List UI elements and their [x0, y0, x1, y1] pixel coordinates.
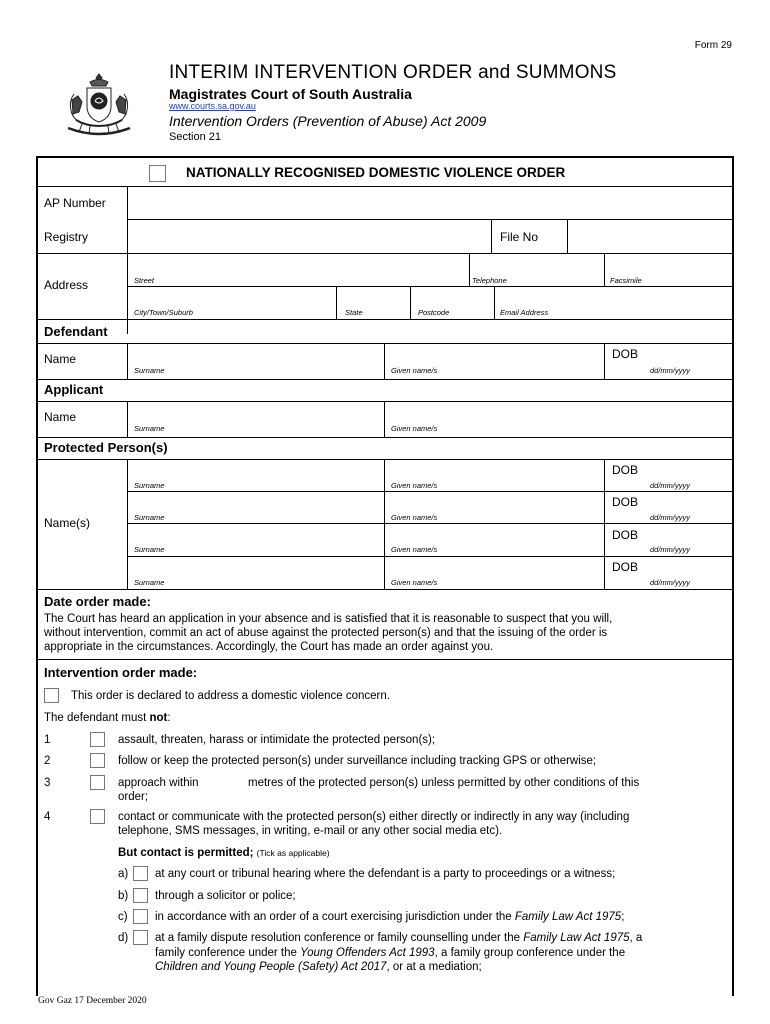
coat-of-arms-logo: [62, 70, 136, 138]
contact-permitted-heading: But contact is permitted; (Tick as applicable): [118, 847, 330, 859]
permitted-b-text: through a solicitor or police;: [155, 890, 296, 902]
ap-number-input[interactable]: [127, 186, 732, 220]
protected-surname-field[interactable]: Surname: [134, 481, 165, 490]
protected-names-label: Name(s): [44, 516, 91, 530]
act-name: Intervention Orders (Prevention of Abuse) Act 2009: [169, 113, 487, 129]
permitted-d-text-line-3: Children and Young People (Safety) Act 2017, or at a mediation;: [155, 961, 482, 973]
permitted-c-text: in accordance with an order of a court exercising jurisdiction under the Family Law Act 1975;: [155, 911, 625, 923]
protected-surname-field[interactable]: Surname: [134, 578, 165, 587]
city-field[interactable]: City/Town/Suburb: [134, 308, 193, 317]
protected-dob-label: DOB: [612, 463, 639, 477]
date-order-text-line-3: appropriate in the circumstances. Accordingly, the Court has made an order against you.: [44, 641, 494, 653]
sub-letter: a): [118, 868, 129, 880]
email-field[interactable]: Email Address: [500, 308, 549, 317]
condition-3-text-a: approach within: [118, 777, 199, 789]
form-title: INTERIM INTERVENTION ORDER and SUMMONS: [169, 62, 617, 83]
form-frame: [36, 156, 734, 996]
condition-4-text-b: telephone, SMS messages, in writing, e-mail or any other social media etc).: [118, 825, 503, 837]
permitted-d-text-line-1: at a family dispute resolution conference or family counselling under the Family Law Act 1975, a: [155, 932, 643, 944]
date-order-heading: Date order made:: [44, 594, 151, 609]
state-field[interactable]: State: [345, 308, 363, 317]
act-section: Section 21: [169, 131, 221, 143]
national-order-checkbox[interactable]: [149, 165, 166, 182]
protected-dob-label: DOB: [612, 528, 639, 542]
permitted-c-checkbox[interactable]: [133, 909, 148, 924]
protected-persons-heading: Protected Person(s): [44, 440, 168, 455]
national-order-label: NATIONALLY RECOGNISED DOMESTIC VIOLENCE ORDER: [186, 165, 566, 180]
registry-label: Registry: [44, 230, 89, 244]
permitted-a-text: at any court or tribunal hearing where the defendant is a party to proceedings or a witness;: [155, 868, 616, 880]
domestic-violence-label: This order is declared to address a domestic violence concern.: [71, 690, 390, 702]
date-order-text-line-2: without intervention, commit an act of abuse against the protected person(s) and that the issuing of the order is: [44, 627, 608, 639]
sub-letter: b): [118, 890, 129, 902]
condition-3-text-b: metres of the protected person(s) unless permitted by other conditions of this: [248, 777, 640, 789]
defendant-heading: Defendant: [44, 324, 108, 339]
form-number: Form 29: [694, 40, 732, 51]
condition-4-text-a: contact or communicate with the protected person(s) either directly or indirectly in any way (including: [118, 811, 630, 823]
defendant-surname-field[interactable]: Surname: [134, 366, 165, 375]
address-label: Address: [44, 278, 89, 292]
condition-3-checkbox[interactable]: [90, 775, 105, 790]
permitted-b-checkbox[interactable]: [133, 888, 148, 903]
applicant-name-label: Name: [44, 410, 77, 424]
condition-1-text: assault, threaten, harass or intimidate the protected person(s);: [118, 734, 436, 746]
file-no-label: File No: [500, 230, 539, 244]
condition-2-text: follow or keep the protected person(s) under surveillance including tracking GPS or otherwise;: [118, 755, 597, 767]
defendant-name-label: Name: [44, 352, 77, 366]
protected-dob-field[interactable]: dd/mm/yyyy: [650, 481, 691, 490]
permitted-a-checkbox[interactable]: [133, 866, 148, 881]
applicant-surname-field[interactable]: Surname: [134, 424, 165, 433]
protected-dob-field[interactable]: dd/mm/yyyy: [650, 545, 691, 554]
file-no-input[interactable]: [567, 219, 732, 254]
protected-surname-field[interactable]: Surname: [134, 513, 165, 522]
sub-letter: d): [118, 932, 129, 944]
permitted-d-text-line-2: family conference under the Young Offenders Act 1993, a family group conference under the: [155, 947, 626, 959]
permitted-d-checkbox[interactable]: [133, 930, 148, 945]
defendant-given-field[interactable]: Given name/s: [391, 366, 438, 375]
court-website-link[interactable]: www.courts.sa.gov.au: [169, 101, 256, 111]
domestic-violence-checkbox[interactable]: [44, 688, 59, 703]
ap-number-label: AP Number: [44, 196, 106, 210]
date-order-text-line-1: The Court has heard an application in your absence and is satisfied that it is reasonable to suspect that you will,: [44, 613, 613, 625]
condition-number: 3: [44, 777, 51, 789]
applicant-given-field[interactable]: Given name/s: [391, 424, 438, 433]
condition-1-checkbox[interactable]: [90, 732, 105, 747]
applicant-heading: Applicant: [44, 382, 104, 397]
condition-4-checkbox[interactable]: [90, 809, 105, 824]
defendant-dob-label: DOB: [612, 347, 639, 361]
telephone-field[interactable]: Telephone: [472, 276, 507, 285]
condition-number: 1: [44, 734, 51, 746]
court-name: Magistrates Court of South Australia: [169, 86, 412, 102]
protected-dob-label: DOB: [612, 495, 639, 509]
defendant-dob-field[interactable]: dd/mm/yyyy: [650, 366, 691, 375]
protected-given-field[interactable]: Given name/s: [391, 513, 438, 522]
intervention-heading: Intervention order made:: [44, 665, 198, 680]
condition-number: 4: [44, 811, 51, 823]
must-not-heading: The defendant must not:: [44, 712, 171, 724]
protected-dob-field[interactable]: dd/mm/yyyy: [650, 578, 691, 587]
gazette-footer: Gov Gaz 17 December 2020: [38, 996, 147, 1006]
metres-input[interactable]: [212, 775, 246, 790]
sub-letter: c): [118, 911, 128, 923]
protected-given-field[interactable]: Given name/s: [391, 578, 438, 587]
protected-dob-label: DOB: [612, 560, 639, 574]
street-field[interactable]: Street: [134, 276, 155, 285]
condition-2-checkbox[interactable]: [90, 753, 105, 768]
postcode-field[interactable]: Postcode: [418, 308, 450, 317]
condition-number: 2: [44, 755, 51, 767]
protected-dob-field[interactable]: dd/mm/yyyy: [650, 513, 691, 522]
protected-surname-field[interactable]: Surname: [134, 545, 165, 554]
condition-3-text-c: order;: [118, 791, 149, 803]
protected-given-field[interactable]: Given name/s: [391, 545, 438, 554]
facsimile-field[interactable]: Facsimile: [610, 276, 642, 285]
protected-given-field[interactable]: Given name/s: [391, 481, 438, 490]
registry-input[interactable]: [127, 219, 492, 254]
